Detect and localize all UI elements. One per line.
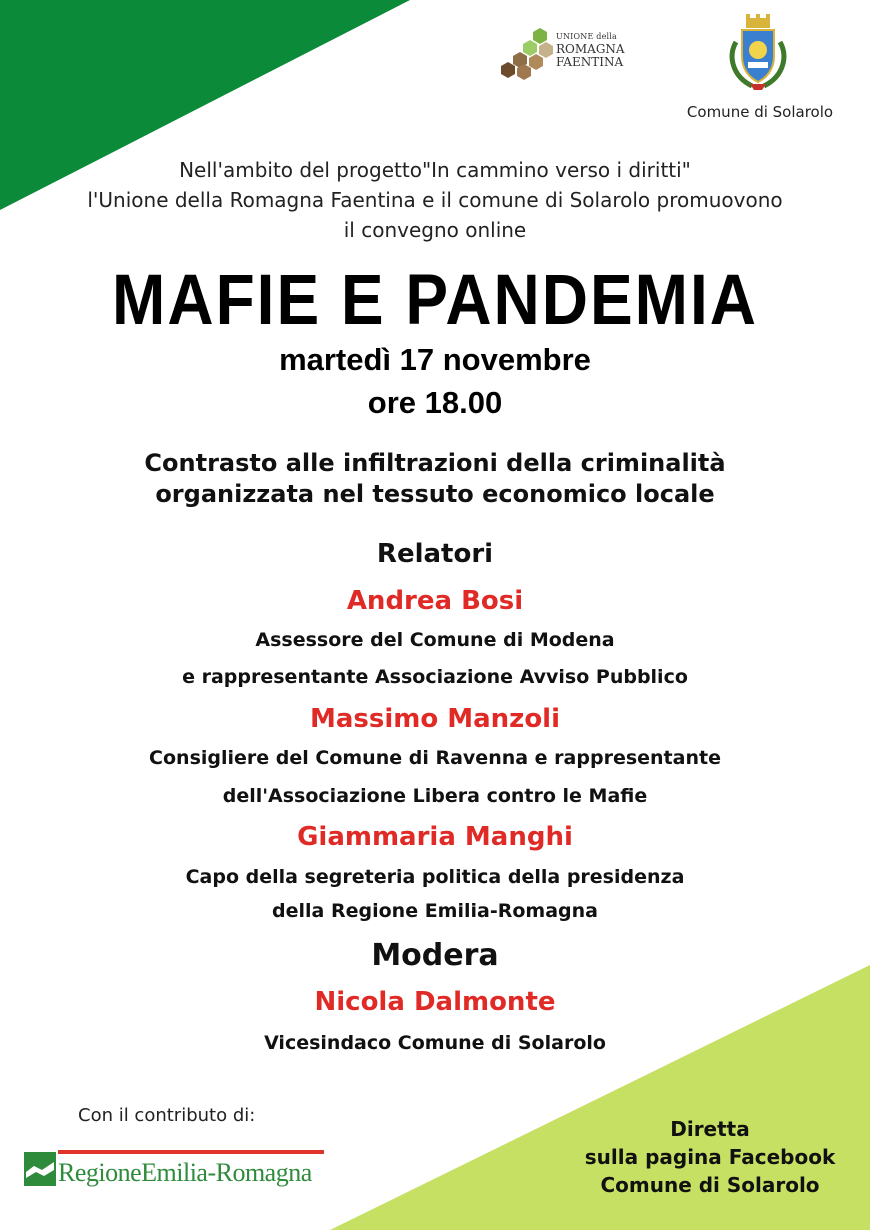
regione-flag-icon	[24, 1152, 56, 1186]
speaker-name: Giammaria Manghi	[297, 822, 573, 852]
regione-red-bar	[58, 1150, 324, 1154]
diretta-line: Comune di Solarolo	[600, 1173, 820, 1197]
hexagon-cluster-icon	[494, 26, 554, 82]
moderator-name: Nicola Dalmonte	[314, 987, 556, 1017]
intro-line: l'Unione della Romagna Faentina e il comune di Solarolo promuovono	[87, 188, 783, 212]
contrib-label: Con il contributo di:	[78, 1105, 256, 1126]
intro-line: il convegno online	[343, 218, 527, 242]
diretta-line: sulla pagina Facebook	[584, 1145, 836, 1169]
event-title: MAFIE E PANDEMIA	[112, 259, 758, 340]
intro-text	[0, 155, 870, 245]
speaker-role: e rappresentante Associazione Avviso Pubblico	[182, 666, 688, 688]
speaker-role: dell'Associazione Libera contro le Mafie	[222, 785, 648, 807]
moderator-role: Vicesindaco Comune di Solarolo	[264, 1032, 606, 1054]
event-subtitle	[0, 448, 870, 510]
regione-logo-text: RegioneEmilia-Romagna	[58, 1158, 312, 1187]
unione-logo-line1: UNIONE della	[556, 32, 617, 41]
subtitle-line: organizzata nel tessuto economico locale	[155, 480, 715, 508]
speaker-name: Andrea Bosi	[346, 586, 524, 616]
speaker-role: Capo della segreteria politica della presidenza	[185, 866, 685, 888]
event-time: ore 18.00	[367, 385, 503, 420]
speaker-name: Massimo Manzoli	[309, 704, 561, 734]
comune-label: Comune di Solarolo	[686, 103, 834, 121]
coat-of-arms-icon	[722, 12, 794, 92]
unione-romagna-faentina-logo	[494, 26, 644, 82]
event-date: martedì 17 novembre	[279, 342, 591, 377]
unione-logo-line3: FAENTINA	[556, 55, 624, 69]
intro-line: Nell'ambito del progetto"In cammino verso i diritti"	[179, 158, 691, 182]
regione-emilia-romagna-logo	[24, 1150, 324, 1192]
diretta-facebook-note	[570, 1115, 850, 1199]
relatori-heading: Relatori	[376, 539, 494, 569]
speaker-role: della Regione Emilia-Romagna	[272, 900, 598, 922]
diretta-line: Diretta	[670, 1117, 750, 1141]
speaker-role: Consigliere del Comune di Ravenna e rappresentante	[149, 747, 721, 769]
unione-logo-line2: ROMAGNA	[556, 42, 625, 56]
modera-heading: Modera	[371, 938, 499, 973]
subtitle-line: Contrasto alle infiltrazioni della criminalità	[144, 449, 726, 477]
speaker-role: Assessore del Comune di Modena	[255, 629, 615, 651]
